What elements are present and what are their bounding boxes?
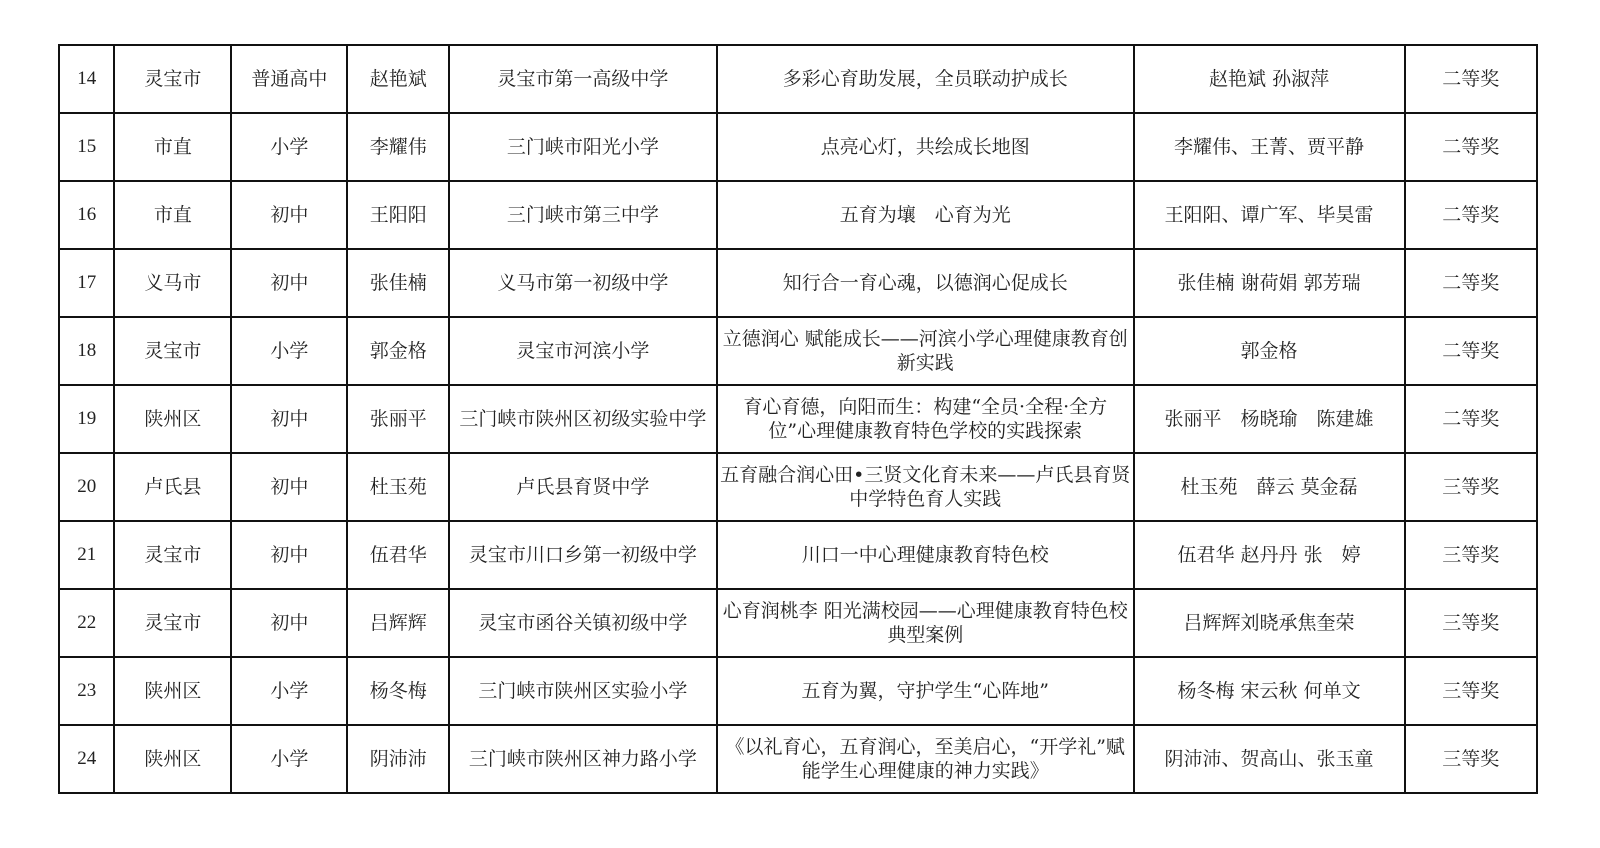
- cell-school-name: 卢氏县育贤中学: [449, 453, 717, 521]
- cell-leader: 李耀伟: [347, 113, 449, 181]
- cell-region: 灵宝市: [114, 589, 231, 657]
- table-row: [59, 45, 1537, 113]
- cell-award: 三等奖: [1405, 589, 1537, 657]
- cell-school-level: 小学: [231, 657, 347, 725]
- award-list-sheet: [58, 44, 1538, 794]
- cell-number: 20: [59, 453, 114, 521]
- cell-case-title: 知行合一育心魂，以德润心促成长: [717, 249, 1134, 317]
- table-row: [59, 453, 1537, 521]
- cell-number: 18: [59, 317, 114, 385]
- cell-case-title: 多彩心育助发展，全员联动护成长: [717, 45, 1134, 113]
- cell-number: 23: [59, 657, 114, 725]
- cell-members: 杜玉苑 薛云 莫金磊: [1134, 453, 1405, 521]
- cell-leader: 张佳楠: [347, 249, 449, 317]
- cell-case-title: 育心育德，向阳而生：构建“全员·全程·全方位”心理健康教育特色学校的实践探索: [717, 385, 1134, 453]
- cell-school-level: 初中: [231, 453, 347, 521]
- cell-case-title: 《以礼育心，五育润心，至美启心，“开学礼”赋能学生心理健康的神力实践》: [717, 725, 1134, 793]
- cell-region: 市直: [114, 181, 231, 249]
- cell-school-level: 普通高中: [231, 45, 347, 113]
- cell-region: 义马市: [114, 249, 231, 317]
- cell-leader: 张丽平: [347, 385, 449, 453]
- cell-number: 19: [59, 385, 114, 453]
- cell-leader: 赵艳斌: [347, 45, 449, 113]
- cell-case-title: 心育润桃李 阳光满校园——心理健康教育特色校典型案例: [717, 589, 1134, 657]
- cell-school-level: 小学: [231, 113, 347, 181]
- cell-case-title: 立德润心 赋能成长——河滨小学心理健康教育创新实践: [717, 317, 1134, 385]
- cell-school-level: 初中: [231, 521, 347, 589]
- cell-members: 吕辉辉刘晓承焦奎荣: [1134, 589, 1405, 657]
- cell-region: 卢氏县: [114, 453, 231, 521]
- cell-award: 三等奖: [1405, 521, 1537, 589]
- cell-leader: 杨冬梅: [347, 657, 449, 725]
- cell-number: 16: [59, 181, 114, 249]
- cell-school-level: 初中: [231, 181, 347, 249]
- cell-number: 15: [59, 113, 114, 181]
- cell-leader: 杜玉苑: [347, 453, 449, 521]
- cell-case-title: 五育为翼，守护学生“心阵地”: [717, 657, 1134, 725]
- cell-number: 22: [59, 589, 114, 657]
- cell-members: 张佳楠 谢荷娟 郭芳瑞: [1134, 249, 1405, 317]
- table-row: [59, 589, 1537, 657]
- cell-members: 王阳阳、谭广军、毕昊雷: [1134, 181, 1405, 249]
- cell-school-name: 灵宝市川口乡第一初级中学: [449, 521, 717, 589]
- cell-award: 二等奖: [1405, 45, 1537, 113]
- cell-case-title: 五育融合润心田•三贤文化育未来——卢氏县育贤中学特色育人实践: [717, 453, 1134, 521]
- cell-number: 24: [59, 725, 114, 793]
- cell-leader: 吕辉辉: [347, 589, 449, 657]
- cell-leader: 王阳阳: [347, 181, 449, 249]
- cell-members: 杨冬梅 宋云秋 何单文: [1134, 657, 1405, 725]
- cell-leader: 伍君华: [347, 521, 449, 589]
- cell-members: 李耀伟、王菁、贾平静: [1134, 113, 1405, 181]
- cell-award: 二等奖: [1405, 385, 1537, 453]
- cell-number: 21: [59, 521, 114, 589]
- cell-region: 陕州区: [114, 657, 231, 725]
- cell-members: 郭金格: [1134, 317, 1405, 385]
- cell-school-level: 小学: [231, 317, 347, 385]
- cell-school-name: 灵宝市函谷关镇初级中学: [449, 589, 717, 657]
- table-row: [59, 249, 1537, 317]
- cell-school-level: 初中: [231, 385, 347, 453]
- table-row: [59, 113, 1537, 181]
- cell-school-name: 灵宝市河滨小学: [449, 317, 717, 385]
- cell-members: 伍君华 赵丹丹 张 婷: [1134, 521, 1405, 589]
- cell-case-title: 川口一中心理健康教育特色校: [717, 521, 1134, 589]
- cell-number: 17: [59, 249, 114, 317]
- award-table: [58, 44, 1538, 794]
- cell-award: 二等奖: [1405, 113, 1537, 181]
- cell-school-name: 三门峡市阳光小学: [449, 113, 717, 181]
- table-body: [59, 45, 1537, 793]
- table-row: [59, 725, 1537, 793]
- cell-school-name: 三门峡市第三中学: [449, 181, 717, 249]
- cell-award: 二等奖: [1405, 249, 1537, 317]
- cell-members: 张丽平 杨晓瑜 陈建雄: [1134, 385, 1405, 453]
- cell-members: 阴沛沛、贺高山、张玉童: [1134, 725, 1405, 793]
- cell-award: 三等奖: [1405, 453, 1537, 521]
- cell-leader: 阴沛沛: [347, 725, 449, 793]
- cell-number: 14: [59, 45, 114, 113]
- cell-case-title: 点亮心灯，共绘成长地图: [717, 113, 1134, 181]
- cell-school-name: 义马市第一初级中学: [449, 249, 717, 317]
- table-row: [59, 385, 1537, 453]
- cell-school-name: 三门峡市陕州区实验小学: [449, 657, 717, 725]
- cell-region: 市直: [114, 113, 231, 181]
- cell-school-name: 灵宝市第一高级中学: [449, 45, 717, 113]
- cell-leader: 郭金格: [347, 317, 449, 385]
- cell-region: 灵宝市: [114, 521, 231, 589]
- cell-award: 二等奖: [1405, 317, 1537, 385]
- cell-school-name: 三门峡市陕州区初级实验中学: [449, 385, 717, 453]
- cell-award: 三等奖: [1405, 725, 1537, 793]
- cell-case-title: 五育为壤 心育为光: [717, 181, 1134, 249]
- cell-school-level: 小学: [231, 725, 347, 793]
- cell-region: 灵宝市: [114, 45, 231, 113]
- cell-school-level: 初中: [231, 249, 347, 317]
- table-row: [59, 317, 1537, 385]
- table-row: [59, 521, 1537, 589]
- table-row: [59, 181, 1537, 249]
- table-row: [59, 657, 1537, 725]
- cell-region: 陕州区: [114, 385, 231, 453]
- cell-region: 陕州区: [114, 725, 231, 793]
- cell-members: 赵艳斌 孙淑萍: [1134, 45, 1405, 113]
- cell-award: 二等奖: [1405, 181, 1537, 249]
- cell-school-name: 三门峡市陕州区神力路小学: [449, 725, 717, 793]
- cell-award: 三等奖: [1405, 657, 1537, 725]
- cell-region: 灵宝市: [114, 317, 231, 385]
- cell-school-level: 初中: [231, 589, 347, 657]
